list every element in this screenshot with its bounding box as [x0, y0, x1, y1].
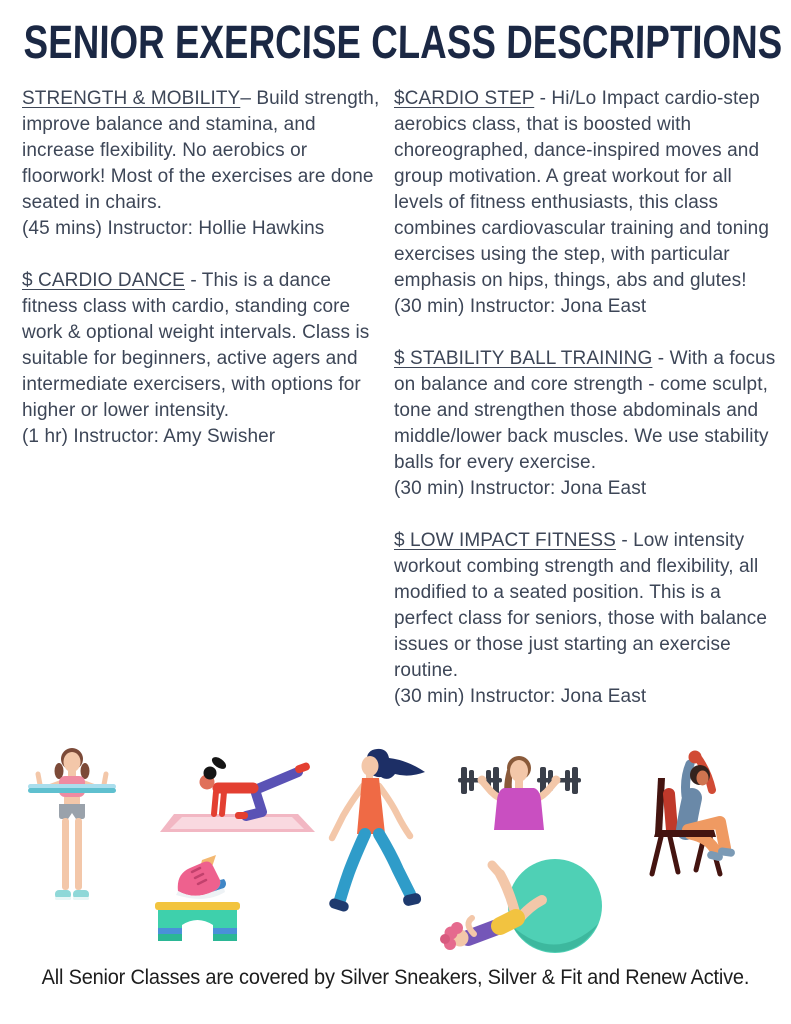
left-column	[22, 86, 380, 736]
dumbbells-icon	[452, 754, 587, 854]
footer-text: All Senior Classes are covered by Silver Sneakers, Silver & Fit and Renew Active.	[41, 966, 750, 989]
class-heading: STRENGTH & MOBILITY	[22, 88, 241, 109]
birddog-pose-icon	[158, 752, 323, 844]
class-schedule: (30 min) Instructor: Jona East	[394, 478, 647, 499]
class-schedule: (30 min) Instructor: Jona East	[394, 686, 647, 707]
class-cardio-dance	[22, 268, 380, 450]
class-strength-mobility	[22, 86, 380, 242]
footer-note	[0, 966, 791, 990]
heading-separator: -	[184, 270, 202, 291]
class-heading: $ LOW IMPACT FITNESS	[394, 530, 616, 551]
heading-separator: –	[240, 88, 257, 109]
class-heading: $CARDIO STEP	[394, 88, 535, 109]
stability-ball-icon	[430, 844, 620, 959]
step-platform-icon	[150, 850, 245, 945]
woman-birddog-mat-illustration	[158, 752, 323, 844]
woman-resistance-band-illustration	[26, 744, 118, 916]
class-body-text: Hi/Lo Impact cardio-step aerobics class, that is boosted with choreographed, dance-inspired moves and group motivation. A great workout for all levels of fitness enthusiasts, this class combines cardiovascular training and toning exercises using the step, with particular emphasis on hips, things, abs and glutes!	[394, 88, 770, 291]
chair-stretch-icon	[628, 744, 753, 879]
content-columns	[22, 86, 784, 736]
class-low-impact	[394, 528, 784, 710]
class-body-text: Low intensity workout combing strength and flexibility, all modified to a seated position. This is a perfect class for seniors, those with balance issues or those just starting an exercise routine.	[394, 530, 768, 681]
class-schedule: (30 min) Instructor: Jona East	[394, 296, 647, 317]
woman-dancing-illustration	[323, 744, 435, 936]
heading-separator: -	[534, 88, 552, 109]
class-heading: $ CARDIO DANCE	[22, 270, 185, 291]
class-heading: $ STABILITY BALL TRAINING	[394, 348, 653, 369]
class-body-text: With a focus on balance and core strength - come sculpt, tone and strengthen those abdominals and middle/lower back muscles. We use stability balls for every exercise.	[394, 348, 776, 473]
heading-separator: -	[652, 348, 670, 369]
page-title: SENIOR EXERCISE CLASS DESCRIPTIONS	[23, 15, 783, 69]
step-platform-illustration	[150, 850, 245, 945]
illustrations-row	[0, 732, 791, 964]
person-chair-stretch-illustration	[628, 744, 753, 879]
class-stability-ball	[394, 346, 784, 502]
class-body-text: Build strength, improve balance and stamina, and increase flexibility. No aerobics or floorwork! Most of the exercises are done seated in chairs.	[22, 88, 380, 213]
class-cardio-step	[394, 86, 784, 320]
woman-dumbbells-illustration	[452, 754, 587, 854]
heading-separator: -	[615, 530, 634, 551]
dancer-icon	[323, 744, 435, 936]
class-body-text: This is a dance fitness class with cardio, standing core work & optional weight intervals. Class is suitable for beginners, active agers and intermediate exercisers, with options for higher or lower intensity.	[22, 270, 370, 421]
right-column	[394, 86, 784, 736]
woman-stability-ball-illustration	[430, 844, 620, 959]
resistance-band-icon	[26, 744, 118, 916]
class-schedule: (1 hr) Instructor: Amy Swisher	[22, 426, 276, 447]
class-schedule: (45 mins) Instructor: Hollie Hawkins	[22, 218, 325, 239]
